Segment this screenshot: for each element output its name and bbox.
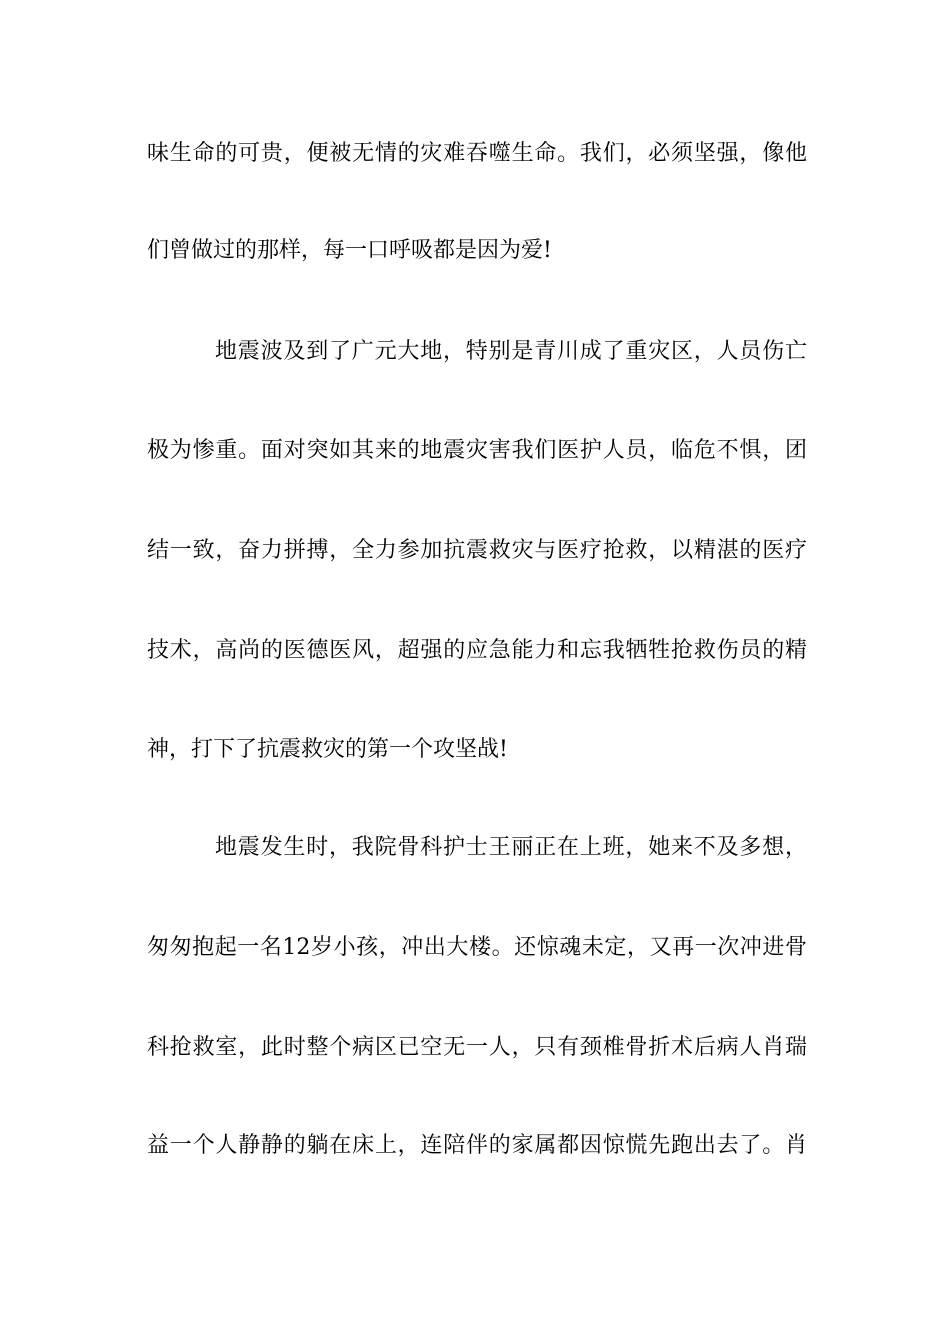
text-line: 科抢救室，此时整个病区已空无一人，只有颈椎骨折术后病人肖瑞 xyxy=(147,1035,807,1060)
text-line: 结一致，奋力拼搏，全力参加抗震救灾与医疗抢救，以精湛的医疗 xyxy=(147,538,807,563)
text-line: 技术，高尚的医德医风，超强的应急能力和忘我牺牲抢救伤员的精 xyxy=(147,638,807,663)
text-line: 匆匆抱起一名12岁小孩，冲出大楼。还惊魂未定，又再一次冲进骨 xyxy=(147,935,807,960)
text-line: 们曾做过的那样，每一口呼吸都是因为爱! xyxy=(147,238,552,263)
paragraph-first-line: 地震波及到了广元大地，特别是青川成了重灾区，人员伤亡 xyxy=(215,339,807,364)
text-line: 神，打下了抗震救灾的第一个攻坚战! xyxy=(147,737,508,762)
text-line: 益一个人静静的躺在床上，连陪伴的家属都因惊慌先跑出去了。肖 xyxy=(147,1133,807,1158)
paragraph-first-line: 地震发生时，我院骨科护士王丽正在上班，她来不及多想， xyxy=(215,835,807,860)
text-line: 味生命的可贵，便被无情的灾难吞噬生命。我们，必须坚强，像他 xyxy=(147,141,807,166)
text-line: 极为惨重。面对突如其来的地震灾害我们医护人员，临危不惧，团 xyxy=(147,438,807,463)
